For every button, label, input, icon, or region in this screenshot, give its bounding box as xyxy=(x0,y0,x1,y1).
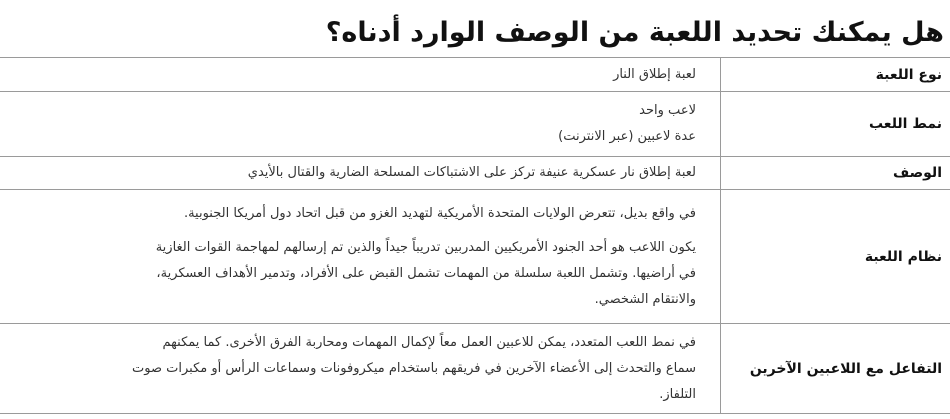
table-row-game-mode xyxy=(0,92,950,157)
row-value-description xyxy=(0,157,721,190)
row-value-game-type xyxy=(0,58,721,92)
row-label-multiplayer: التفاعل مع اللاعبين الآخرين xyxy=(721,324,950,414)
row-value-gameplay xyxy=(0,190,721,324)
value-line: لعبة إطلاق نار عسكرية عنيفة تركز على الاشتباكات المسلحة الضارية والقتال بالأيدي xyxy=(247,165,696,180)
row-label-game-type: نوع اللعبة xyxy=(721,58,950,92)
value-line: والانتقام الشخصي. xyxy=(594,291,696,307)
value-line: سماع والتحدث إلى الأعضاء الآخرين في فريقهم باستخدام ميكروفونات وسماعات الرأس أو مكبرات صوت xyxy=(132,360,696,376)
value-line: لاعب واحد xyxy=(639,103,696,118)
table-row-game-type xyxy=(0,58,950,92)
row-value-game-mode xyxy=(0,92,721,157)
value-line: في واقع بديل، تتعرض الولايات المتحدة الأمريكية لتهديد الغزو من قبل اتحاد دول أمريكا الجنوبية. xyxy=(183,205,696,221)
page-title: هل يمكنك تحديد اللعبة من الوصف الوارد أدناه؟ xyxy=(325,17,944,48)
value-line: عدة لاعبين (عبر الانترنت) xyxy=(558,129,696,144)
row-label-description: الوصف xyxy=(721,157,950,190)
table-row-gameplay xyxy=(0,190,950,324)
table-row-description xyxy=(0,157,950,190)
value-line: في أراضيها. وتشمل اللعبة سلسلة من المهمات تشمل القبض على الأفراد، وتدمير الأهداف العسكرية، xyxy=(156,265,696,281)
table-row-multiplayer xyxy=(0,324,950,414)
value-line: التلفاز. xyxy=(659,386,696,402)
value-line: في نمط اللعب المتعدد، يمكن للاعبين العمل معاً لإكمال المهمات ومحاربة الفرق الأخرى. كما يمكنهم xyxy=(162,334,696,350)
value-line: يكون اللاعب هو أحد الجنود الأمريكيين المدربين تدريباً جيداً والذين تم إرسالهم لمهاجمة القوات الغازية xyxy=(155,239,696,255)
value-line: لعبة إطلاق النار xyxy=(613,66,696,82)
row-value-multiplayer xyxy=(0,324,721,414)
paragraph-gap xyxy=(14,227,696,235)
game-info-table xyxy=(0,57,950,414)
row-label-gameplay: نظام اللعبة xyxy=(721,190,950,324)
row-label-game-mode: نمط اللعب xyxy=(721,92,950,157)
